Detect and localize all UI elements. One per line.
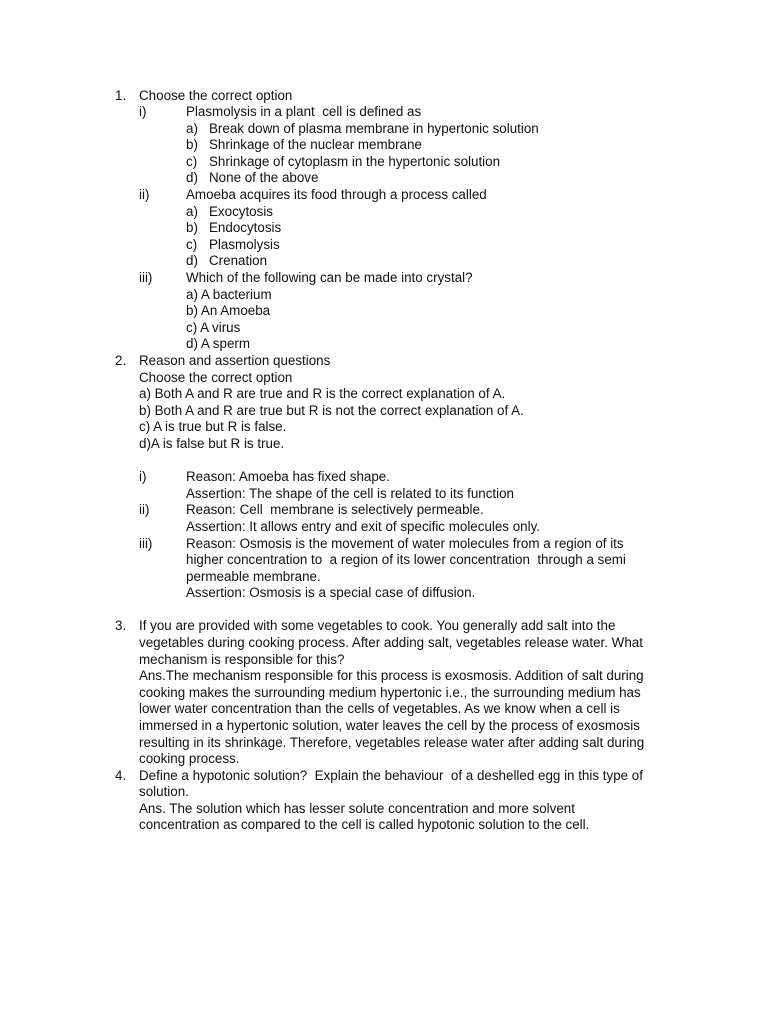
q4-answer-line-2: concentration as compared to the cell is called hypotonic solution to the cell. — [139, 817, 590, 832]
q1-ii-option-c-text: Plasmolysis — [209, 237, 280, 252]
q2-choice-a: a) Both A and R are true and R is the correct explanation of A. — [139, 386, 506, 401]
q1-ii-option-b-letter: b) — [186, 220, 198, 235]
q2-item-ii-reason: Reason: Cell membrane is selectively permeable. — [186, 502, 484, 517]
q2-item-iii-reason-line-3: permeable membrane. — [186, 569, 321, 584]
q1-iii-option-c: c) A virus — [186, 320, 241, 335]
q1-i-option-a-text: Break down of plasma membrane in hypertonic solution — [209, 121, 539, 136]
q1-ii-option-a-text: Exocytosis — [209, 204, 273, 219]
q1-i-option-c-text: Shrinkage of cytoplasm in the hypertonic solution — [209, 154, 501, 169]
q3-answer-line-1: Ans.The mechanism responsible for this process is exosmosis. Addition of salt during — [139, 668, 644, 683]
q2-number: 2. — [115, 353, 127, 368]
q2-choice-c: c) A is true but R is false. — [139, 419, 287, 434]
q1-ii-option-d-text: Crenation — [209, 253, 268, 268]
q3-line-2: vegetables during cooking process. After adding salt, vegetables release water. What — [139, 635, 643, 650]
q2-item-ii-label: ii) — [139, 502, 150, 517]
q1-heading: Choose the correct option — [139, 88, 293, 103]
q3-answer-line-6: cooking process. — [139, 751, 240, 766]
q1-iii-option-a: a) A bacterium — [186, 287, 272, 302]
q2-item-i-label: i) — [139, 469, 147, 484]
q1-ii-option-d-letter: d) — [186, 253, 198, 268]
q3-answer-line-5: resulting in its shrinkage. Therefore, vegetables release water after adding salt during — [139, 735, 645, 750]
q1-part-iii-question: Which of the following can be made into crystal? — [186, 270, 473, 285]
q2-item-ii-assertion: Assertion: It allows entry and exit of specific molecules only. — [186, 519, 541, 534]
q3-line-3: mechanism is responsible for this? — [139, 652, 345, 667]
q3-answer-line-4: immersed in a hypertonic solution, water leaves the cell by the process of exosmosis — [139, 718, 640, 733]
q1-ii-option-a-letter: a) — [186, 204, 198, 219]
q2-choice-d: d)A is false but R is true. — [139, 436, 285, 451]
q3-answer-line-3: lower water concentration than the cells of vegetables. As we know when a cell is — [139, 701, 620, 716]
q3-line-1: If you are provided with some vegetables to cook. You generally add salt into the — [139, 618, 616, 633]
q1-part-iii-label: iii) — [139, 270, 153, 285]
q1-iii-option-b: b) An Amoeba — [186, 303, 271, 318]
q2-heading: Reason and assertion questions — [139, 353, 331, 368]
q1-i-option-d-letter: d) — [186, 170, 198, 185]
q1-iii-option-d: d) A sperm — [186, 336, 251, 351]
q3-number: 3. — [115, 618, 127, 633]
q1-i-option-a-letter: a) — [186, 121, 198, 136]
q1-part-i-label: i) — [139, 104, 147, 119]
q2-choice-b: b) Both A and R are true but R is not the correct explanation of A. — [139, 403, 524, 418]
q2-item-iii-label: iii) — [139, 536, 153, 551]
q2-subheading: Choose the correct option — [139, 370, 293, 385]
q2-item-iii-assertion: Assertion: Osmosis is a special case of diffusion. — [186, 585, 476, 600]
q2-item-iii-reason-line-2: higher concentration to a region of its lower concentration through a semi — [186, 552, 626, 567]
q1-part-ii-question: Amoeba acquires its food through a process called — [186, 187, 487, 202]
q1-part-ii-label: ii) — [139, 187, 150, 202]
q4-line-1: Define a hypotonic solution? Explain the behaviour of a deshelled egg in this type of — [139, 768, 643, 783]
q1-i-option-b-letter: b) — [186, 137, 198, 152]
q2-item-i-assertion: Assertion: The shape of the cell is related to its function — [186, 486, 515, 501]
q1-number: 1. — [115, 88, 127, 103]
q1-ii-option-b-text: Endocytosis — [209, 220, 282, 235]
q2-item-i-reason: Reason: Amoeba has fixed shape. — [186, 469, 390, 484]
q4-answer-line-1: Ans. The solution which has lesser solute concentration and more solvent — [139, 801, 575, 816]
q1-i-option-c-letter: c) — [186, 154, 198, 169]
q1-ii-option-c-letter: c) — [186, 237, 198, 252]
q4-number: 4. — [115, 768, 127, 783]
q1-part-i-question: Plasmolysis in a plant cell is defined as — [186, 104, 422, 119]
q2-item-iii-reason-line-1: Reason: Osmosis is the movement of water molecules from a region of its — [186, 536, 624, 551]
q1-i-option-d-text: None of the above — [209, 170, 319, 185]
q1-i-option-b-text: Shrinkage of the nuclear membrane — [209, 137, 422, 152]
q3-answer-line-2: cooking makes the surrounding medium hypertonic i.e., the surrounding medium has — [139, 685, 641, 700]
q4-line-2: solution. — [139, 784, 189, 799]
